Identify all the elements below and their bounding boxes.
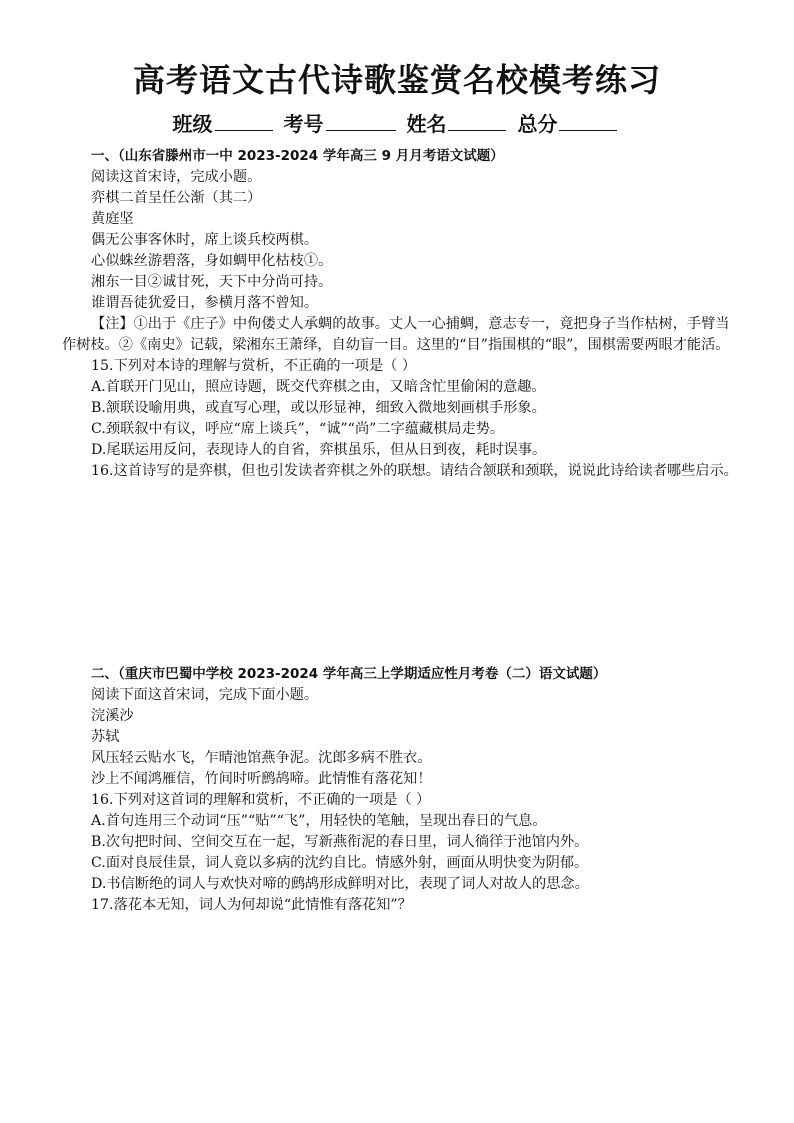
instruction: 阅读这首宋诗，完成小题。 [91,169,262,185]
option-d: D.尾联运用反问，表现诗人的自省，弈棋虽乐，但从日到夜，耗时误事。 [91,442,547,458]
poem-title: 弈棋二首呈任公渐（其二） [91,190,262,206]
option-d: D.书信断绝的词人与欢快对啼的鹧鸪形成鲜明对比，表现了词人对故人的思念。 [91,876,589,892]
poem-line: 偶无公事客休时，席上谈兵校两棋。 [91,232,319,248]
section-two [62,664,738,916]
poem-author: 苏轼 [91,729,120,745]
page-title: 高考语文古代诗歌鉴赏名校模考练习 [132,61,661,99]
poem-line: 沙上不闻鸿雁信，竹间时听鹧鸪啼。此情惟有落花知！ [91,771,432,787]
instruction: 阅读下面这首宋词，完成下面小题。 [91,687,319,703]
poem-note: 【注】①出于《庄子》中佝偻丈人承蜩的故事。丈人一心捕蜩，意志专一，竟把身子当作枯树，手臂当作树枝。②《南史》记载，梁湘东王萧绎，自幼盲一目。这里的“目”指围棋的“眼”，围棋需要两眼才能活。 [62,316,730,353]
option-c: C.颈联叙中有议，呼应“席上谈兵”，“诚”“尚”二字蕴藏棋局走势。 [91,421,505,437]
score-label: 总分 [517,112,558,136]
option-b: B.次句把时间、空间交互在一起，写新燕衔泥的春日里，词人徜徉于池馆内外。 [91,834,589,850]
poem-line: 湘东一目②诚甘死，天下中分尚可持。 [91,274,333,290]
score-blank[interactable] [559,112,617,131]
poem-line: 心似蛛丝游碧落，身如蜩甲化枯枝①。 [91,253,333,269]
class-blank[interactable] [215,112,273,131]
poem-author: 黄庭坚 [91,211,134,227]
name-label: 姓名 [406,112,447,136]
option-a: A.首联开门见山，照应诗题，既交代弈棋之由，又暗含忙里偷闲的意趣。 [91,379,546,395]
option-b: B.颔联设喻用典，或直写心理，或以形显神，细致入微地刻画棋手形象。 [91,400,546,416]
student-info-row [0,110,794,138]
poem-line: 风压轻云贴水飞，乍晴池馆燕争泥。沈郎多病不胜衣。 [91,750,432,766]
section-heading: 一、（山东省滕州市一中 2023-2024 学年高三 9 月月考语文试题） [91,148,504,164]
question-16: 16.下列对这首词的理解和赏析，不正确的一项是（ ） [91,792,431,808]
poem-title: 浣溪沙 [91,708,134,724]
option-a: A.首句连用三个动词“压”“贴”“飞”，用轻快的笔触，呈现出春日的气息。 [91,813,547,829]
option-c: C.面对良辰佳景，词人竟以多病的沈约自比。情感外射，画面从明快变为阴郁。 [91,855,589,871]
name-blank[interactable] [448,112,506,131]
question-16: 16.这首诗写的是弈棋，但也引发读者弈棋之外的联想。请结合颔联和颈联，说说此诗给读者哪些启示。 [91,463,738,479]
number-label: 考号 [283,112,324,136]
section-heading: 二、（重庆市巴蜀中学校 2023-2024 学年高三上学期适应性月考卷（二）语文试题） [91,666,607,682]
class-label: 班级 [172,112,213,136]
section-one [62,146,738,482]
number-blank[interactable] [326,112,396,131]
question-15: 15.下列对本诗的理解与赏析，不正确的一项是（ ） [91,358,417,374]
question-17: 17.落花本无知，词人为何却说“此情惟有落花知”？ [91,897,412,913]
poem-line: 谁谓吾徒犹爱日，参横月落不曾知。 [91,295,319,311]
